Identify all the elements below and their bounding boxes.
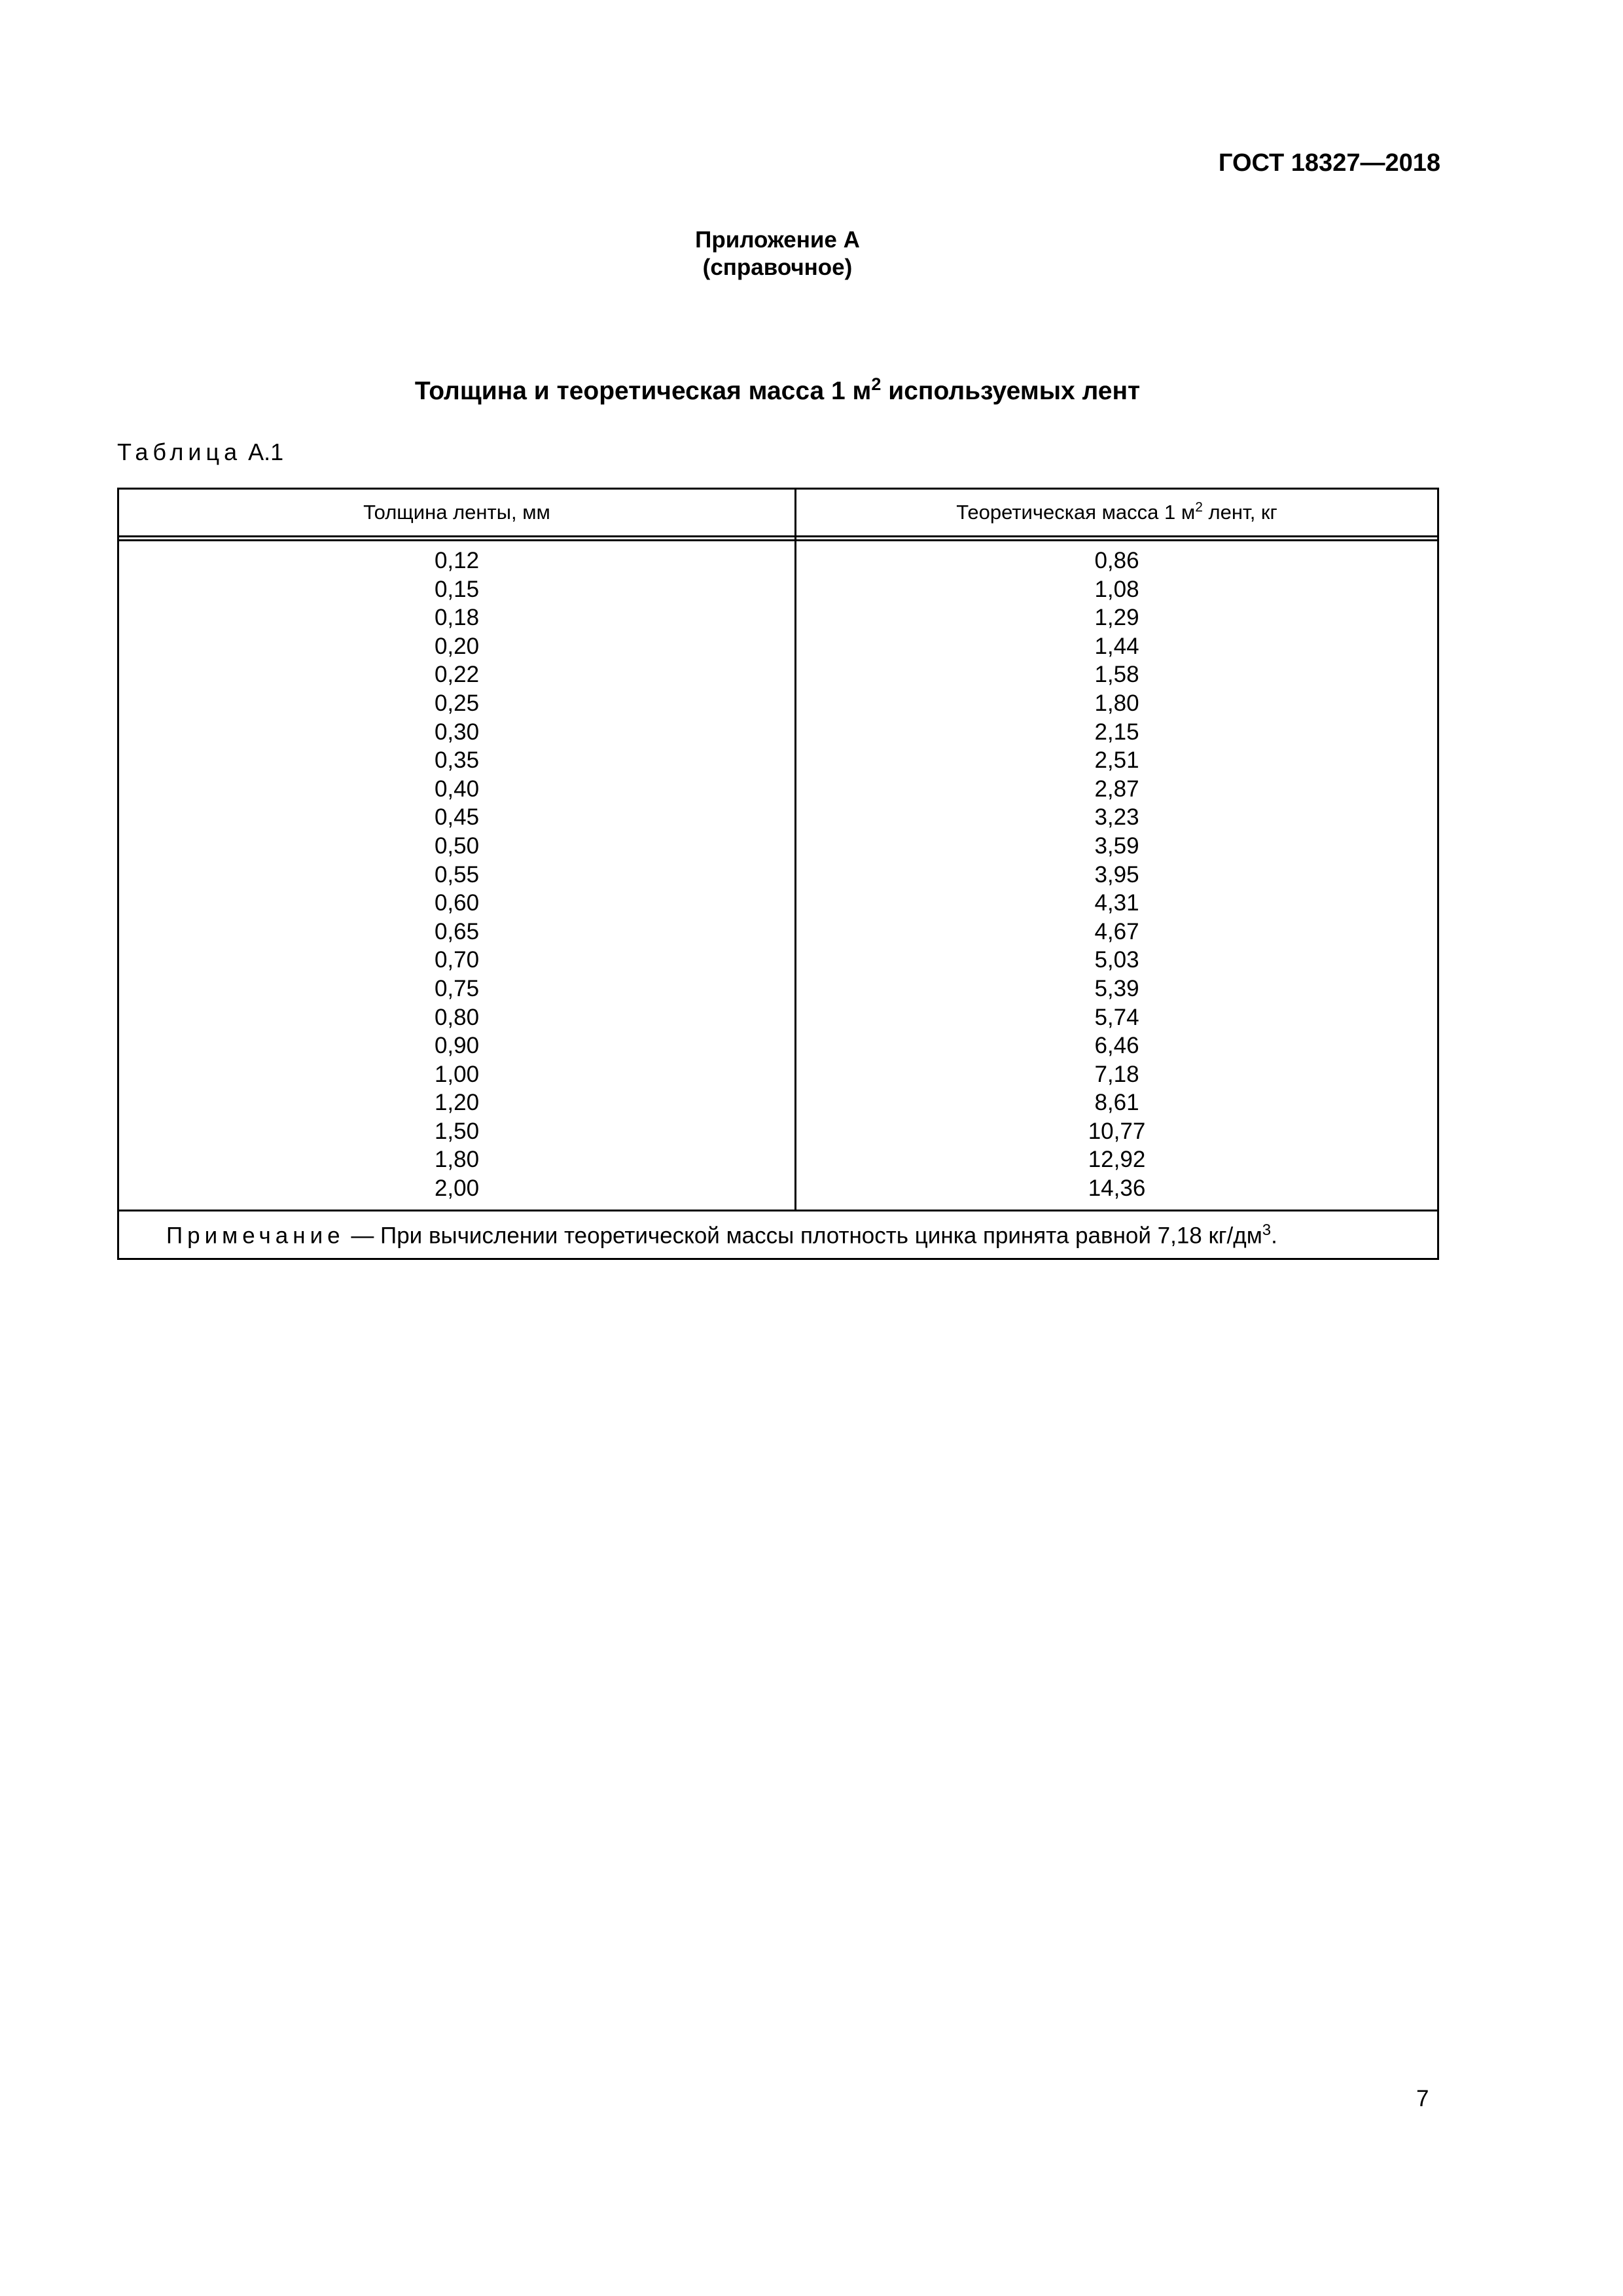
mass-cell: 1,44 bbox=[1094, 633, 1139, 659]
thickness-cell: 0,90 bbox=[434, 1033, 480, 1059]
mass-cell: 10,77 bbox=[1088, 1118, 1146, 1144]
mass-column bbox=[796, 547, 1437, 1203]
thickness-cell: 0,35 bbox=[434, 747, 480, 774]
mass-cell: 14,36 bbox=[1088, 1175, 1146, 1202]
mass-cell: 12,92 bbox=[1088, 1147, 1146, 1173]
thickness-cell: 0,15 bbox=[434, 576, 480, 602]
thickness-cell: 0,45 bbox=[434, 804, 480, 831]
mass-cell: 2,51 bbox=[1094, 747, 1139, 774]
thickness-cell: 0,60 bbox=[434, 890, 480, 916]
thickness-column bbox=[119, 547, 794, 1203]
thickness-cell: 0,75 bbox=[434, 975, 480, 1001]
thickness-cell: 1,50 bbox=[434, 1118, 480, 1144]
mass-cell: 3,59 bbox=[1094, 833, 1139, 859]
mass-cell: 1,80 bbox=[1094, 690, 1139, 716]
mass-cell: 5,74 bbox=[1094, 1004, 1139, 1030]
mass-cell: 3,23 bbox=[1094, 804, 1139, 831]
mass-cell: 5,03 bbox=[1094, 947, 1139, 973]
thickness-cell: 0,50 bbox=[434, 833, 480, 859]
section-title-text-end: используемых лент bbox=[881, 377, 1141, 405]
section-title-superscript: 2 bbox=[871, 374, 882, 394]
mass-cell: 0,86 bbox=[1094, 548, 1139, 573]
thickness-cell: 0,25 bbox=[434, 690, 480, 716]
thickness-cell: 2,00 bbox=[434, 1175, 480, 1202]
thickness-cell: 0,20 bbox=[434, 633, 480, 659]
note-divider bbox=[119, 1210, 1437, 1211]
annex-title: Приложение А bbox=[695, 227, 860, 253]
thickness-cell: 0,55 bbox=[434, 861, 480, 888]
table-header bbox=[119, 490, 1437, 537]
thickness-cell: 0,22 bbox=[434, 662, 480, 688]
column-header-mass-text: Теоретическая масса 1 м bbox=[956, 501, 1196, 524]
note-end: . bbox=[1271, 1223, 1277, 1249]
thickness-cell: 1,00 bbox=[434, 1061, 480, 1087]
table-caption bbox=[117, 439, 283, 466]
section-title-text: Толщина и теоретическая масса 1 м bbox=[414, 377, 872, 405]
mass-cell: 6,46 bbox=[1094, 1033, 1139, 1059]
table-caption-word: Таблица bbox=[117, 439, 242, 465]
mass-cell: 4,31 bbox=[1094, 890, 1139, 916]
annex-heading bbox=[0, 226, 1555, 281]
column-header-thickness: Толщина ленты, мм bbox=[363, 501, 550, 524]
table-caption-number: А.1 bbox=[248, 439, 284, 465]
thickness-cell: 0,12 bbox=[434, 548, 480, 573]
thickness-cell: 0,70 bbox=[434, 947, 480, 973]
thickness-cell: 1,20 bbox=[434, 1090, 480, 1116]
thickness-cell: 0,65 bbox=[434, 918, 480, 944]
header-double-rule bbox=[119, 539, 1437, 541]
mass-cell: 5,39 bbox=[1094, 975, 1139, 1001]
annex-kind: (справочное) bbox=[702, 255, 853, 280]
mass-cell: 1,58 bbox=[1094, 662, 1139, 688]
note-text: — При вычислении теоретической массы плотность цинка принята равной 7,18 кг/дм bbox=[344, 1223, 1262, 1249]
mass-cell: 2,15 bbox=[1094, 719, 1139, 745]
thickness-cell: 1,80 bbox=[434, 1147, 480, 1173]
mass-cell: 3,95 bbox=[1094, 861, 1139, 888]
column-header-mass-superscript: 2 bbox=[1195, 499, 1203, 515]
section-title bbox=[0, 374, 1555, 406]
mass-cell: 1,29 bbox=[1094, 605, 1139, 631]
standard-number: ГОСТ 18327—2018 bbox=[1218, 149, 1440, 177]
thickness-cell: 0,40 bbox=[434, 776, 480, 802]
mass-cell: 4,67 bbox=[1094, 918, 1139, 944]
note-label: Примечание bbox=[166, 1223, 345, 1249]
mass-cell: 7,18 bbox=[1094, 1061, 1139, 1087]
note-superscript: 3 bbox=[1262, 1221, 1272, 1239]
mass-cell: 1,08 bbox=[1094, 576, 1139, 602]
thickness-cell: 0,18 bbox=[434, 605, 480, 631]
thickness-cell: 0,80 bbox=[434, 1004, 480, 1030]
mass-cell: 2,87 bbox=[1094, 776, 1139, 802]
thickness-cell: 0,30 bbox=[434, 719, 480, 745]
column-header-mass bbox=[796, 490, 1437, 535]
column-header-mass-text-end: лент, кг bbox=[1202, 501, 1277, 524]
page-number: 7 bbox=[1416, 2086, 1429, 2111]
data-table bbox=[117, 488, 1439, 1260]
mass-cell: 8,61 bbox=[1094, 1090, 1139, 1116]
table-note bbox=[166, 1221, 1277, 1249]
